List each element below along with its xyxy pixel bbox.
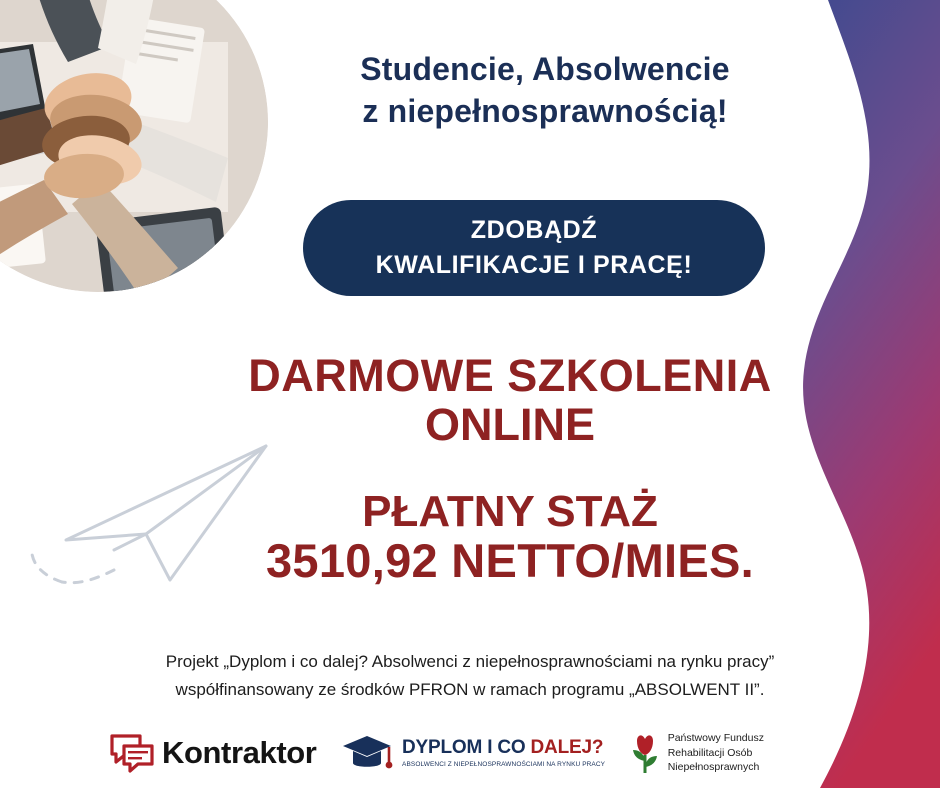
project-funding-note <box>80 648 860 703</box>
training-line-2: ONLINE <box>424 398 595 450</box>
cta-line-2: KWALIFIKACJE I PRACĘ! <box>375 251 693 279</box>
headline-line-1: Studencie, Absolwencie <box>360 51 730 87</box>
page-title <box>250 48 840 132</box>
kontraktor-wordmark: Kontraktor <box>162 735 317 770</box>
funding-note-line-2: współfinansowany ze środków PFRON w ramach programu „ABSOLWENT II”. <box>175 679 765 699</box>
training-line-1: DARMOWE SZKOLENIA <box>248 350 772 401</box>
logos-row <box>70 722 810 784</box>
logo-kontraktor <box>108 732 316 774</box>
call-to-action-badge <box>303 200 765 296</box>
pfron-line-2: Rehabilitacji Osób <box>667 746 753 759</box>
funding-note-line-1: Projekt „Dyplom i co dalej? Absolwenci z niepełnosprawnościami na rynku pracy” <box>165 652 775 671</box>
logo-dyplom-i-co-dalej <box>339 730 605 776</box>
headline-line-2: z niepełnosprawnością! <box>362 93 728 130</box>
paid-internship-block <box>200 488 820 586</box>
logo-pfron <box>628 731 764 776</box>
tulip-icon <box>628 731 662 775</box>
pfron-line-3: Niepełnosprawnych <box>667 761 760 774</box>
internship-amount: 3510,92 NETTO/MIES. <box>265 533 755 587</box>
free-training-block <box>200 352 820 449</box>
dyplom-wordmark: DYPLOM I CO DALEJ? <box>402 737 604 759</box>
team-hands-together-photo <box>0 0 268 292</box>
dyplom-subtitle: ABSOLWENCI Z NIEPEŁNOSPRAWNOŚCIAMI NA RYNKU PRACY <box>402 760 606 768</box>
graduation-cap-icon <box>339 730 395 776</box>
internship-line-1: PŁATNY STAŻ <box>362 487 658 536</box>
cta-line-1: ZDOBĄDŹ <box>470 215 598 244</box>
pfron-line-1: Państwowy Fundusz <box>667 731 764 744</box>
chat-bubbles-icon <box>108 732 156 774</box>
